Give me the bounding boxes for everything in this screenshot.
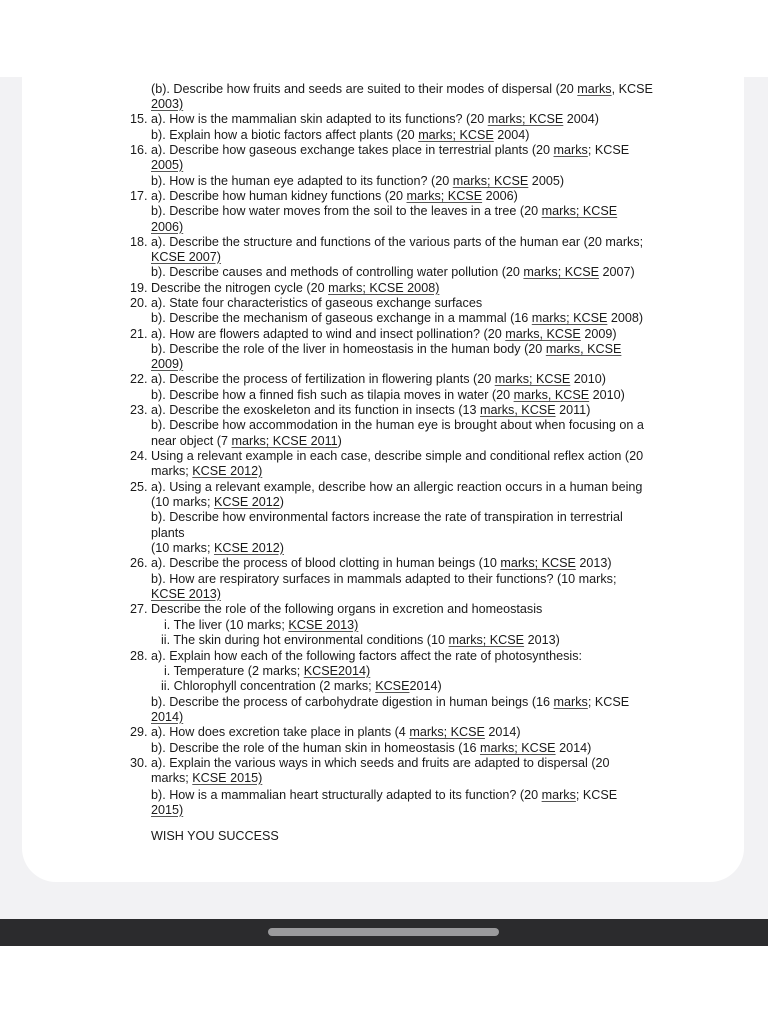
question-line	[151, 695, 629, 710]
line-text: 23. a). Describe the exoskeleton and its function in insects (13	[130, 403, 481, 417]
line-text: marks;	[151, 464, 193, 478]
line-text: b). Describe how environmental factors increase the rate of transpiration in terrestrial	[151, 510, 623, 524]
line-text: b). Describe causes and methods of controlling water pollution (20	[151, 265, 524, 279]
line-text: 2011)	[555, 403, 591, 417]
underlined-text: KCSE2014)	[303, 664, 371, 678]
line-text: 20. a). State four characteristics of gaseous exchange surfaces	[130, 296, 483, 310]
underlined-text: 2006)	[151, 220, 184, 234]
line-text: 2010)	[589, 388, 625, 402]
line-text: 2007)	[599, 265, 635, 279]
line-text: near object (7	[151, 434, 232, 448]
line-text: )	[279, 495, 284, 509]
line-text: 24. Using a relevant example in each case, describe simple and conditional reflex action (20	[130, 449, 644, 463]
question-line	[130, 235, 643, 250]
question-line	[130, 372, 606, 387]
line-text: (b). Describe how fruits and seeds are suited to their modes of dispersal (20	[151, 82, 578, 96]
line-text: 18. a). Describe the structure and functions of the various parts of the human ear (20 marks;	[130, 235, 644, 249]
question-line	[151, 541, 284, 556]
line-text: ii. The skin during hot environmental conditions (10	[161, 633, 449, 647]
line-text: 2013)	[524, 633, 560, 647]
line-text: 26. a). Describe the process of blood clotting in human beings (10	[130, 556, 501, 570]
underlined-text: 2014)	[151, 710, 184, 724]
underlined-text: marks	[553, 143, 588, 157]
question-line	[130, 602, 542, 617]
underlined-text: 2005)	[151, 158, 184, 172]
question-line	[151, 741, 591, 756]
question-line	[130, 327, 617, 342]
underlined-text: marks; KCSE	[541, 204, 618, 218]
underlined-text: marks; KCSE	[531, 311, 608, 325]
question-line	[161, 679, 442, 694]
question-line	[130, 112, 599, 127]
question-line	[151, 357, 183, 372]
question-line	[130, 480, 642, 495]
underlined-text: marks; KCSE 2011	[231, 434, 338, 448]
line-text: 27. Describe the role of the following organs in excretion and homeostasis	[130, 602, 543, 616]
line-text: 30. a). Explain the various ways in which seeds and fruits are adapted to dispersal (20	[130, 756, 610, 770]
question-line	[130, 143, 629, 158]
question-line	[151, 788, 617, 803]
question-line	[151, 82, 653, 97]
question-line	[130, 403, 590, 418]
question-line	[130, 649, 582, 664]
question-line	[151, 526, 185, 541]
line-text: b). How is the human eye adapted to its function? (20	[151, 174, 453, 188]
question-line	[151, 572, 616, 587]
underlined-text: KCSE 2012	[213, 495, 280, 509]
question-line	[130, 281, 439, 296]
underlined-text: KCSE	[375, 679, 410, 693]
home-indicator[interactable]	[268, 928, 499, 936]
underlined-text: marks; KCSE	[494, 372, 571, 386]
underlined-text: KCSE 2007)	[151, 250, 222, 264]
underlined-text: marks	[577, 82, 612, 96]
underlined-text: 2009)	[151, 357, 184, 371]
question-line	[164, 618, 358, 633]
line-text: 15. a). How is the mammalian skin adapted to its functions? (20	[130, 112, 488, 126]
question-line	[151, 803, 183, 818]
underlined-text: marks; KCSE	[480, 741, 556, 755]
line-text: b). How is a mammalian heart structurally adapted to its function? (20	[151, 788, 542, 802]
line-text: 16. a). Describe how gaseous exchange takes place in terrestrial plants (20	[130, 143, 554, 157]
underlined-text: marks, KCSE	[513, 388, 590, 402]
line-text: 2013)	[575, 556, 612, 570]
line-text: 2004)	[563, 112, 599, 126]
question-line	[151, 128, 529, 143]
line-text: (10 marks;	[151, 495, 214, 509]
underlined-text: KCSE 2013)	[288, 618, 359, 632]
line-text: 22. a). Describe the process of fertilization in flowering plants (20	[130, 372, 495, 386]
underlined-text: marks; KCSE	[406, 189, 483, 203]
question-line	[151, 388, 625, 403]
line-text: 2014)	[409, 679, 442, 693]
question-line	[151, 204, 617, 219]
underlined-text: KCSE 2012)	[192, 464, 263, 478]
line-text: )	[337, 434, 342, 448]
line-text: b). Explain how a biotic factors affect plants (20	[151, 128, 419, 142]
question-line	[151, 710, 183, 725]
line-text: 25. a). Using a relevant example, describe how an allergic reaction occurs in a human being	[130, 480, 643, 494]
question-line	[151, 418, 644, 433]
underlined-text: KCSE 2013)	[151, 587, 222, 601]
line-text: b). Describe the process of carbohydrate digestion in human beings (16	[151, 695, 554, 709]
line-text: ii. Chlorophyll concentration (2 marks;	[161, 679, 376, 693]
underlined-text: marks	[541, 788, 576, 802]
underlined-text: marks; KCSE	[523, 265, 599, 279]
question-line	[151, 342, 621, 357]
line-text: 21. a). How are flowers adapted to wind and insect pollination? (20	[130, 327, 506, 341]
question-line	[151, 97, 183, 112]
closing-message: WISH YOU SUCCESS	[151, 829, 279, 843]
question-line	[151, 771, 262, 786]
question-line	[151, 265, 635, 280]
underlined-text: marks; KCSE 2008)	[328, 281, 440, 295]
line-text: 29. a). How does excretion take place in plants (4	[130, 725, 410, 739]
line-text: ; KCSE	[587, 695, 630, 709]
line-text: b). Describe how water moves from the soil to the leaves in a tree (20	[151, 204, 542, 218]
line-text: b). Describe the mechanism of gaseous exchange in a mammal (16	[151, 311, 532, 325]
underlined-text: 2003)	[151, 97, 184, 111]
underlined-text: 2015)	[151, 803, 184, 817]
question-line	[161, 633, 560, 648]
line-text: , KCSE	[611, 82, 653, 96]
underlined-text: marks	[553, 695, 588, 709]
question-line	[151, 434, 342, 449]
underlined-text: marks; KCSE	[448, 633, 525, 647]
question-line	[151, 220, 183, 235]
question-line	[151, 174, 564, 189]
question-line	[164, 664, 370, 679]
line-text: i. Temperature (2 marks;	[164, 664, 304, 678]
question-line	[130, 725, 521, 740]
line-text: b). Describe the role of the human skin in homeostasis (16	[151, 741, 480, 755]
line-text: 2014)	[555, 741, 592, 755]
question-line	[151, 495, 284, 510]
question-line	[151, 510, 623, 525]
question-line	[151, 311, 643, 326]
line-text: 2005)	[528, 174, 565, 188]
underlined-text: marks, KCSE	[505, 327, 581, 341]
question-line	[151, 158, 183, 173]
line-text: b). Describe the role of the liver in homeostasis in the human body (20	[151, 342, 546, 356]
line-text: 2010)	[570, 372, 606, 386]
underlined-text: marks; KCSE	[452, 174, 529, 188]
line-text: (10 marks;	[151, 541, 214, 555]
underlined-text: marks, KCSE	[545, 342, 622, 356]
question-line	[130, 296, 482, 311]
underlined-text: KCSE 2015)	[192, 771, 263, 785]
line-text: ; KCSE	[587, 143, 630, 157]
underlined-text: marks; KCSE	[487, 112, 564, 126]
line-text: 2014)	[484, 725, 521, 739]
question-line	[151, 587, 221, 602]
question-line	[130, 556, 612, 571]
question-line	[151, 250, 221, 265]
line-text: 2004)	[493, 128, 530, 142]
line-text: b). Describe how accommodation in the human eye is brought about when focusing on a	[151, 418, 644, 432]
line-text: i. The liver (10 marks;	[164, 618, 289, 632]
line-text: 28. a). Explain how each of the following factors affect the rate of photosynthesis:	[130, 649, 583, 663]
question-line	[130, 756, 610, 771]
question-line	[151, 464, 262, 479]
line-text: marks;	[151, 771, 193, 785]
underlined-text: marks, KCSE	[480, 403, 556, 417]
line-text: b). Describe how a finned fish such as tilapia moves in water (20	[151, 388, 514, 402]
line-text: plants	[151, 526, 185, 540]
line-text: b). How are respiratory surfaces in mammals adapted to their functions? (10 marks;	[151, 572, 617, 586]
line-text: 2006)	[482, 189, 518, 203]
line-text: 17. a). Describe how human kidney functions (20	[130, 189, 407, 203]
underlined-text: marks; KCSE	[500, 556, 576, 570]
line-text: 2009)	[580, 327, 617, 341]
underlined-text: KCSE 2012)	[213, 541, 284, 555]
underlined-text: marks; KCSE	[409, 725, 485, 739]
underlined-text: marks; KCSE	[418, 128, 494, 142]
question-line	[130, 189, 518, 204]
line-text: ; KCSE	[575, 788, 618, 802]
question-line	[130, 449, 643, 464]
line-text: 19. Describe the nitrogen cycle (20	[130, 281, 329, 295]
line-text: 2008)	[607, 311, 644, 325]
